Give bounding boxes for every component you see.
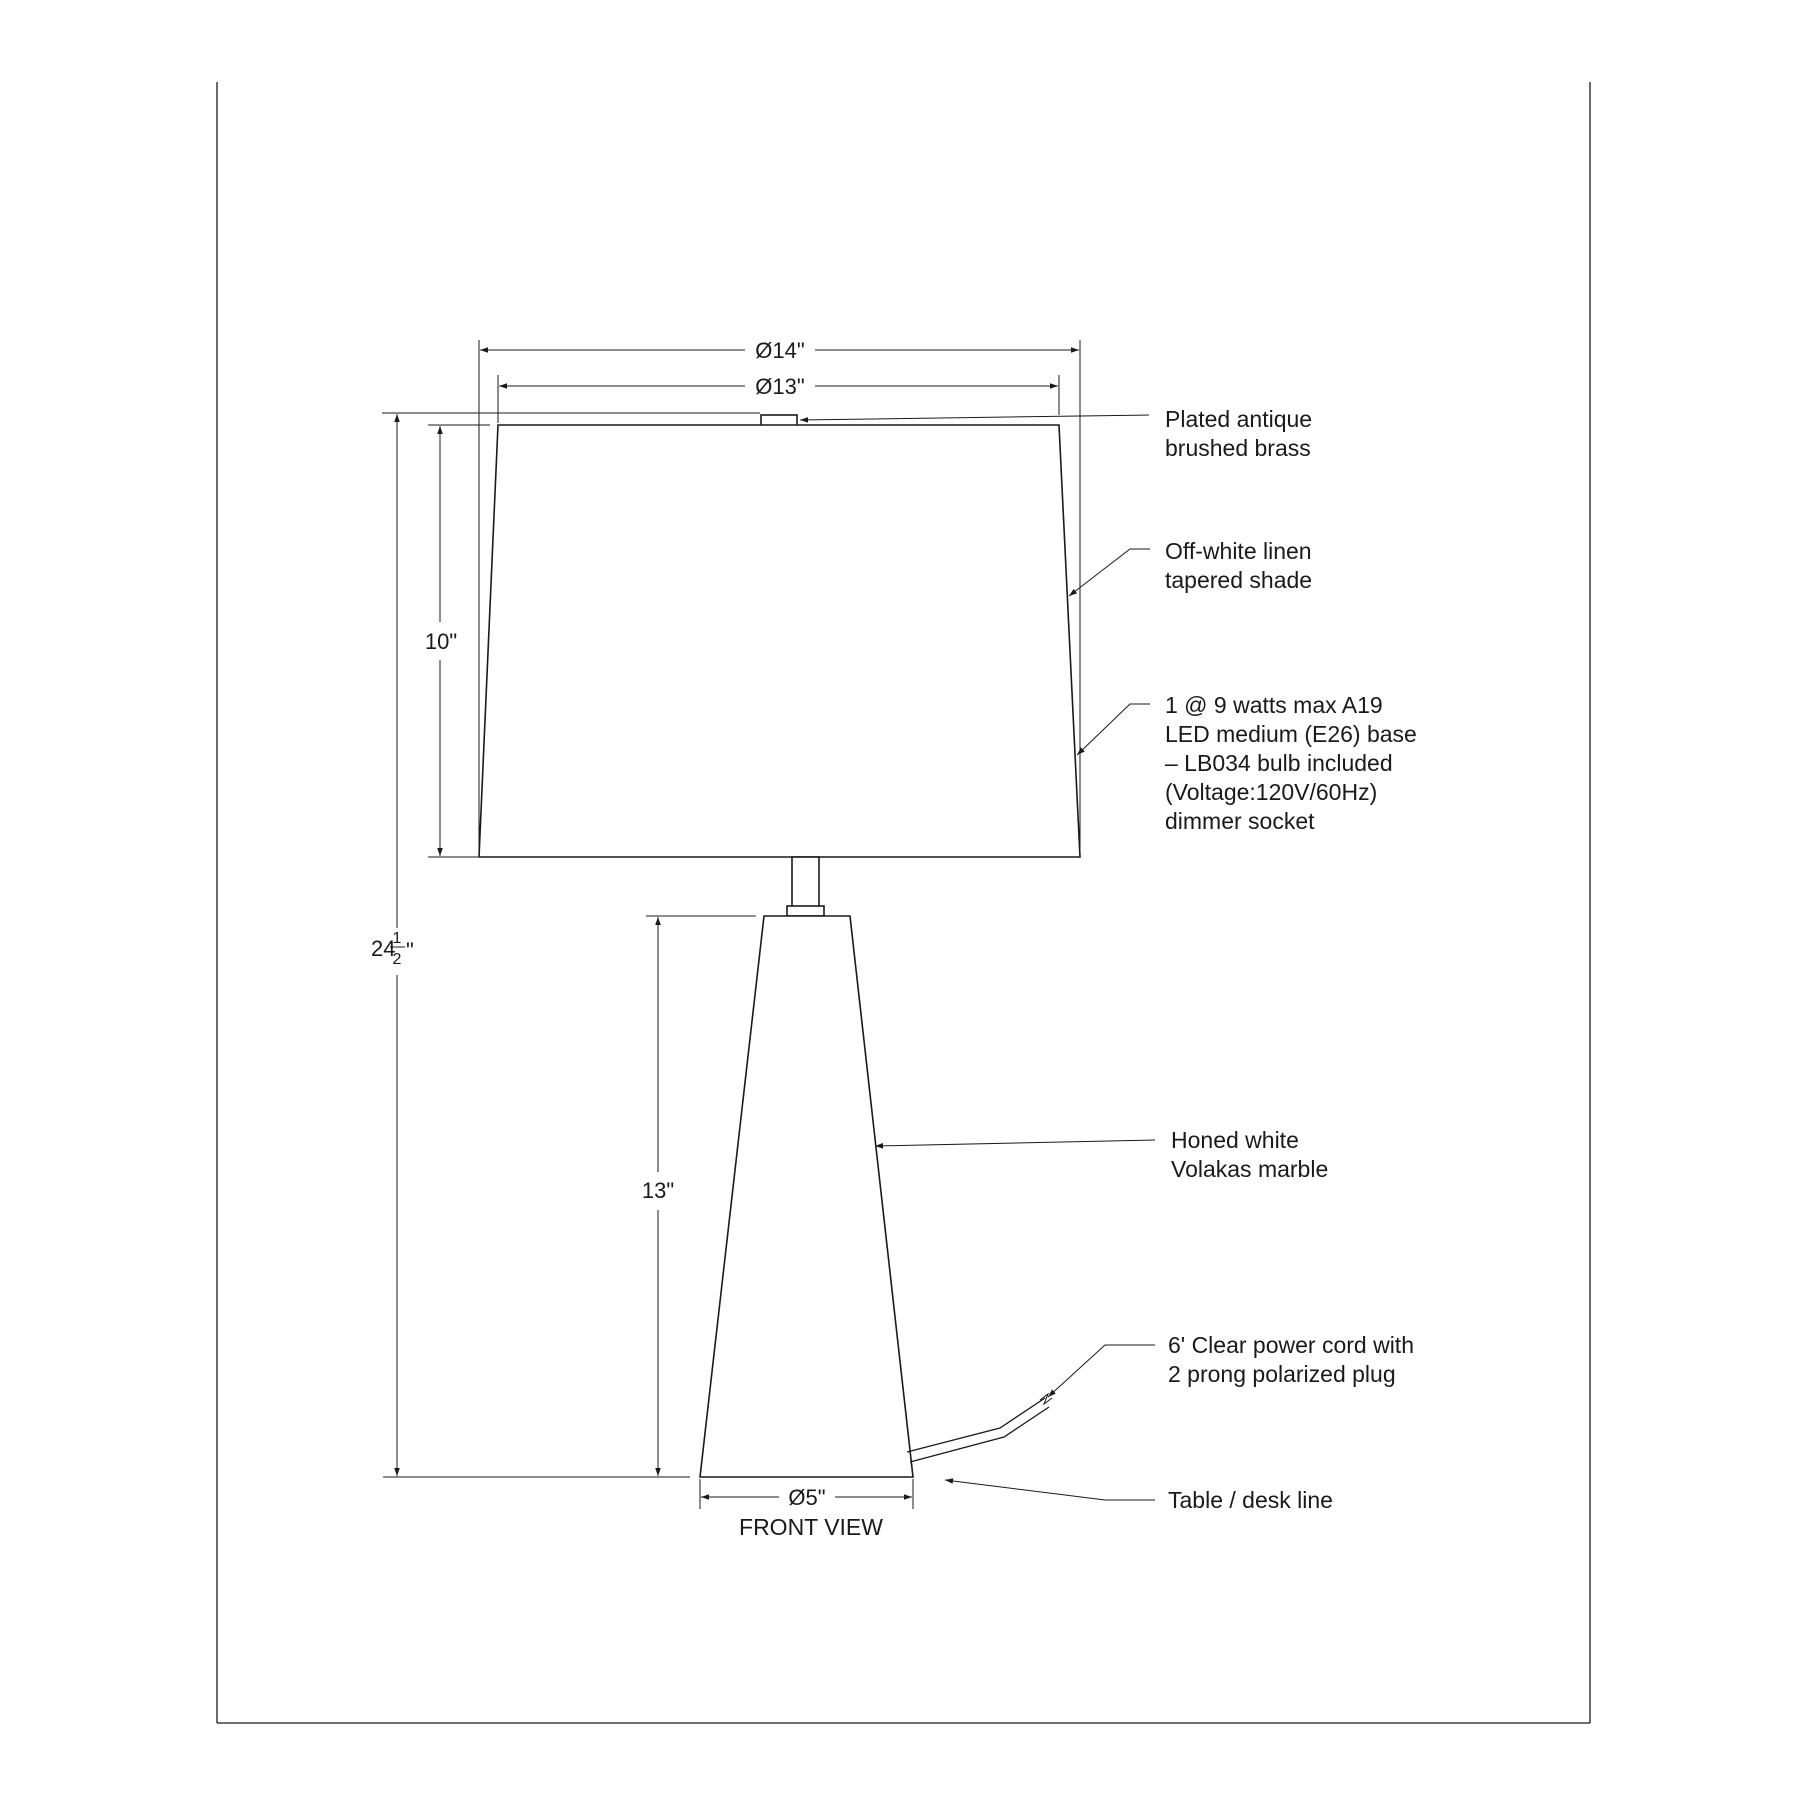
callout-marble: Honed white Volakas marble — [1171, 1127, 1329, 1182]
overall-height-unit: " — [406, 938, 414, 963]
power-cord-edge — [910, 1407, 1049, 1462]
dim-overall-height — [371, 930, 414, 968]
overall-height-fraction-numerator: 1 — [392, 930, 402, 947]
overall-height-fraction-denominator: 2 — [392, 951, 402, 968]
callout-table-line: Table / desk line — [1168, 1487, 1333, 1513]
lamp-shade — [479, 425, 1080, 857]
leader-marble — [875, 1140, 1155, 1146]
callout-cord: 6' Clear power cord with 2 prong polarized plug — [1168, 1332, 1414, 1387]
leader-cord — [1048, 1345, 1155, 1397]
neck-collar — [787, 906, 824, 916]
leader-shade — [1069, 549, 1150, 596]
leader-bulb — [1077, 704, 1150, 755]
leader-table-line — [945, 1480, 1155, 1500]
callout-bulb: 1 @ 9 watts max A19 LED medium (E26) base – LB034 bulb included (Voltage:120V/60Hz) dimmer socket — [1165, 692, 1417, 834]
leader-finial — [800, 415, 1149, 420]
dim-base-diameter: Ø5" — [788, 1485, 826, 1510]
callout-shade: Off-white linen tapered shade — [1165, 538, 1313, 593]
dim-base-height: 13" — [641, 1178, 675, 1203]
overall-height-whole: 24 — [371, 936, 396, 961]
view-label: FRONT VIEW — [739, 1514, 883, 1540]
marble-base — [700, 916, 913, 1477]
dim-shade-top-diameter: Ø13" — [755, 374, 805, 399]
callout-finish: Plated antique brushed brass — [1165, 406, 1313, 461]
lamp-neck — [792, 857, 819, 909]
dim-shade-height: 10" — [424, 629, 458, 654]
dim-shade-bottom-diameter: Ø14" — [755, 338, 805, 363]
